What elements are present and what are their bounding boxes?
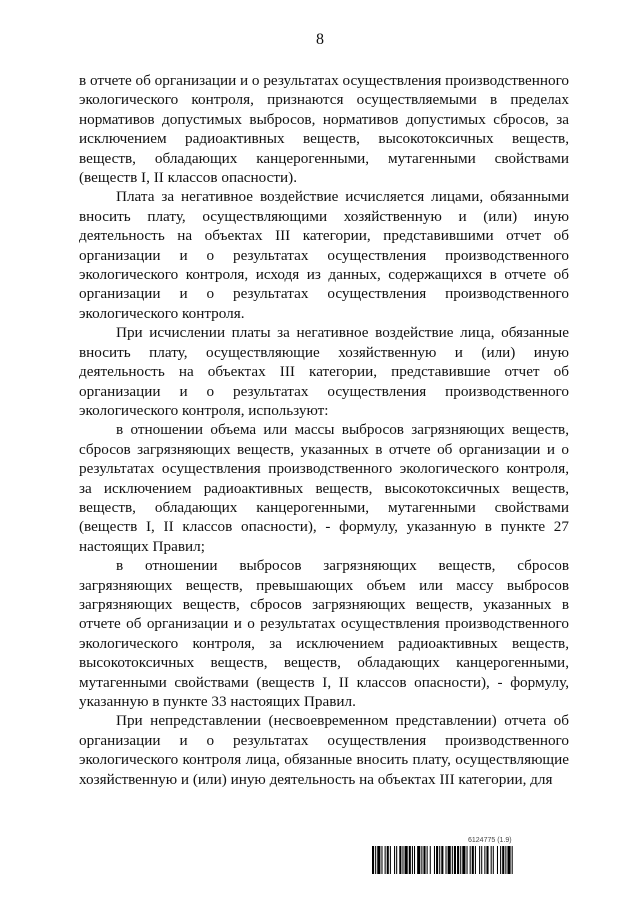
paragraph: Плата за негативное воздействие исчисляется лицами, обязанными вносить плату, осуществляющими хозяйственную и (или) иную деятельность на объектах III категории, представившими отчет об организации и о результатах осуществления производственного экологического контроля, исходя из данных, содержащихся в отчете об организации и о результатах осуществления производственного экологического контроля. bbox=[79, 188, 569, 322]
paragraph: в отношении объема или массы выбросов загрязняющих веществ, сбросов загрязняющих веществ, указанных в отчете об организации и о результатах осуществления производственного экологического контроля, за исключением радиоактивных веществ, высокотоксичных веществ, веществ, обладающих канцерогенными, мутагенными свойствами (веществ I, II классов опасности), - формулу, указанную в пункте 27 настоящих Правил; bbox=[79, 421, 569, 555]
paragraph: в отчете об организации и о результатах осуществления производственного экологического контроля, признаются осуществляемыми в пределах нормативов допустимых выбросов, нормативов допустимых сбросов, за исключением радиоактивных веществ, высокотоксичных веществ, веществ, обладающих канцерогенными, мутагенными свойствами (веществ I, II классов опасности). bbox=[79, 72, 570, 187]
paragraph: При непредставлении (несвоевременном представлении) отчета об организации и о результатах осуществления производственного экологического контроля лица, обязанные вносить плату, осуществляющие хозяйственную и (или) иную деятельность на объектах III категории, для bbox=[79, 712, 569, 788]
paragraph: в отношении выбросов загрязняющих веществ, сбросов загрязняющих веществ, превышающих объем или массу выбросов загрязняющих веществ, сбросов загрязняющих веществ, указанных в отчете об организации и о результатах осуществления производственного экологического контроля, за исключением радиоактивных веществ, высокотоксичных веществ, веществ, обладающих канцерогенными, мутагенными свойствами (веществ I, II классов опасности), - формулу, указанную в пункте 33 настоящих Правил. bbox=[79, 557, 569, 710]
page-number: 8 bbox=[316, 31, 324, 48]
document-body bbox=[79, 71, 569, 789]
paragraph: При исчислении платы за негативное воздействие лица, обязанные вносить плату, осуществляющие хозяйственную и (или) иную деятельность на объектах III категории, представившие отчет об организации и о результатах осуществления производственного экологического контроля, используют: bbox=[79, 324, 569, 419]
barcode-icon bbox=[372, 846, 568, 874]
document-code: 6124775 (1.9) bbox=[468, 837, 512, 844]
